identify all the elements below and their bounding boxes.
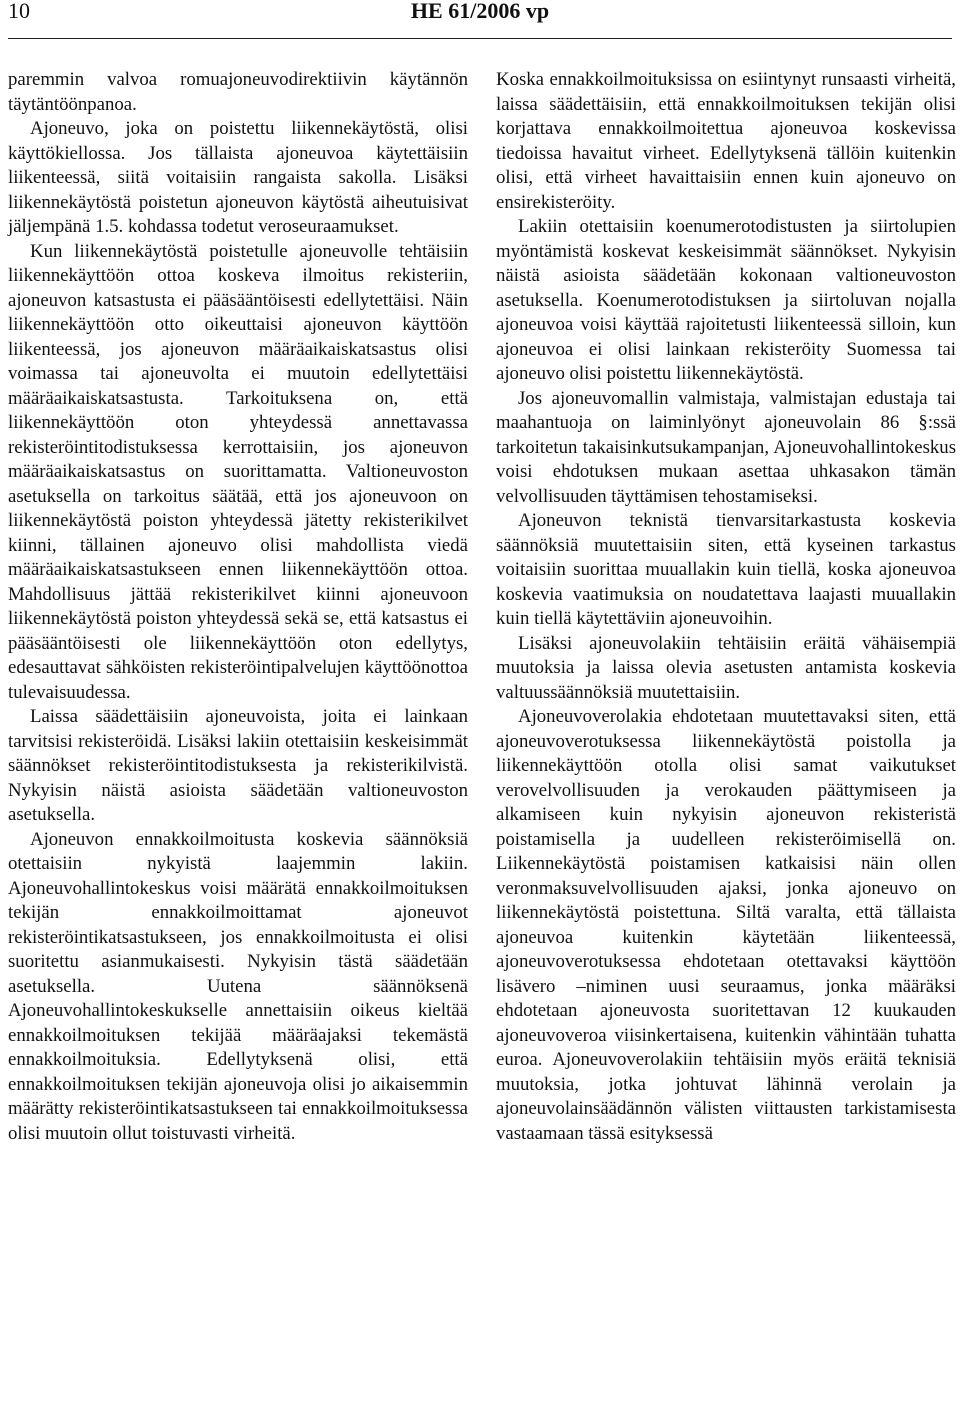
page-header — [8, 0, 952, 30]
header-rule — [8, 38, 952, 39]
right-column — [496, 68, 956, 1146]
page-number: 10 — [8, 0, 30, 23]
right-paragraph: Jos ajoneuvomallin valmistaja, valmistajan edustaja tai maahantuoja on laiminlyönyt ajoneuvolain 86 §:ssä tarkoitetun takaisinkutsukampanjan, Ajoneuvohallintokeskus voisi ehdotuksen mukaan asettaa uhkasakon tämän velvollisuuden täyttämisen tehostamiseksi. — [496, 387, 956, 507]
right-paragraph: Lisäksi ajoneuvolakiin tehtäisiin eräitä vähäisempiä muutoksia ja laissa olevia asetusten antamista koskevia valtuussäännöksiä muutettaisiin. — [496, 632, 956, 703]
left-paragraph: paremmin valvoa romuajoneuvodirektiivin käytännön täytäntöönpanoa. — [8, 69, 468, 115]
left-column — [8, 68, 468, 1146]
right-paragraph: Lakiin otettaisiin koenumerotodistusten ja siirtolupien myöntämistä koskevat keskeisimmät säännökset. Nykyisin näistä asioista säädetään kokonaan valtioneuvoston asetuksella. Koenumerotodistuksen ja siirtoluvan nojalla ajoneuvoa voisi käyttää rajoitetusti liikenteessä silloin, kun ajoneuvoa ei olisi lainkaan rekisteröity Suomessa tai ajoneuvo olisi poistettu liikennekäytöstä. — [496, 216, 956, 384]
document-id: HE 61/2006 vp — [410, 0, 550, 23]
right-paragraph: Ajoneuvoverolakia ehdotetaan muutettavaksi siten, että ajoneuvoverotuksessa liikennekäytöstä poistolla ja liikennekäyttöön otolla olisi samat vaikutukset verovelvollisuuden ja verokauden päättymiseen ja alkamiseen kuin nykyisin ajoneuvon rekisteristä poistamisella ja uudelleen rekisteröimisellä on. Liikennekäytöstä poistamisen katkaisisi näin ollen veronmaksuvelvollisuuden ajaksi, jonka ajoneuvo on liikennekäytöstä poistettuna. Siltä varalta, että tällaista ajoneuvoa kuitenkin käytetään liikenteessä, ajoneuvoverotuksessa ehdotetaan otettavaksi käyttöön lisävero –niminen uusi seuraamus, jonka määräksi ehdotetaan ajoneuvosta suoritettavan 12 kuukauden ajoneuvoveroa viisinkertaisena, kuitenkin vähintään tuhatta euroa. Ajoneuvoverolakiin tehtäisiin myös eräitä teknisiä muutoksia, jotka johtuvat lähinnä verolain ja ajoneuvolainsäädännön välisten viittausten tarkistamisesta vastaamaan tässä esityksessä — [496, 706, 956, 1144]
left-paragraph: Laissa säädettäisiin ajoneuvoista, joita ei lainkaan tarvitsisi rekisteröidä. Lisäksi lakiin otettaisiin keskeisimmät säännökset rekisteröintitodistuksesta ja rekisterikilvistä. Nykyisin näistä asioista säädetään valtioneuvoston asetuksella. — [8, 706, 468, 825]
right-paragraph: Ajoneuvon teknistä tienvarsitarkastusta koskevia säännöksiä muutettaisiin siten, että kyseinen tarkastus voitaisiin suorittaa muuallakin kuin tiellä, koska ajoneuvoa koskevia vaatimuksia on noudatettava laajasti muuallakin kuin tiellä käytettäviin ajoneuvoihin. — [496, 510, 956, 629]
left-paragraph: Kun liikennekäytöstä poistetulle ajoneuvolle tehtäisiin liikennekäyttöön ottoa koskeva ilmoitus rekisteriin, ajoneuvon katsastusta ei pääsääntöisesti edellytettäisi. Näin liikennekäyttöön otto oikeuttaisi ajoneuvon käyttöön liikenteessä, jos ajoneuvon määräaikaiskatsastus olisi voimassa tai ajoneuvolta ei muutoin edellytettäisi määräaikaiskatsastusta. Tarkoituksena on, että liikennekäyttöön oton yhteydessä annettavassa rekisteröintitodistuksessa kerrottaisiin, jos ajoneuvon määräaikaiskatsastus on suorittamatta. Valtioneuvoston asetuksella on tarkoitus säätää, että jos ajoneuvoon on liikennekäytöstä poiston yhteydessä jätetty rekisterikilvet kiinni, tällainen ajoneuvo olisi mahdollista viedä määräaikaiskatsastukseen ennen liikennekäyttöön ottoa. Mahdollisuus jättää rekisterikilvet kiinni ajoneuvoon liikennekäytöstä poiston yhteydessä sekä se, että katsastus ei pääsääntöisesti ole liikennekäyttöön oton edellytys, edesauttavat sähköisten rekisteröintipalvelujen käyttöönottoa tulevaisuudessa. — [8, 240, 468, 703]
right-paragraph: Koska ennakkoilmoituksissa on esiintynyt runsaasti virheitä, laissa säädettäisiin, että ennakkoilmoituksen tekijän olisi korjattava ennakkoilmoitettua ajoneuvoa koskevissa tiedoissa havaitut virheet. Edellytyksenä tällöin kuitenkin olisi, että virheet havaittaisiin ennen kuin ajoneuvo on ensirekisteröity. — [496, 69, 956, 213]
left-paragraph: Ajoneuvon ennakkoilmoitusta koskevia säännöksiä otettaisiin nykyistä laajemmin lakiin. Ajoneuvohallintokeskus voisi määrätä ennakkoilmoituksen tekijän ennakkoilmoittamat ajoneuvot rekisteröintikatsastukseen, jos ennakkoilmoitusta ei olisi suoritettu asianmukaisesti. Nykyisin tästä säädetään asetuksella. Uutena säännöksenä Ajoneuvohallintokeskukselle annettaisiin oikeus kieltää ennakkoilmoituksen tekijää määräajaksi tekemästä ennakkoilmoituksia. Edellytyksenä olisi, että ennakkoilmoituksen tekijän ajoneuvoja olisi jo aikaisemmin määrätty rekisteröintikatsastukseen tai ennakkoilmoituksessa olisi muutoin ollut toistuvasti virheitä. — [8, 828, 468, 1144]
left-paragraph: Ajoneuvo, joka on poistettu liikennekäytöstä, olisi käyttökiellossa. Jos tällaista ajoneuvoa käytettäisiin liikenteessä, siitä voitaisiin rangaista sakolla. Lisäksi liikennekäytöstä poistetun ajoneuvon käytöstä aiheutuisivat jäljempänä 1.5. kohdassa todetut veroseuraamukset. — [8, 118, 468, 237]
